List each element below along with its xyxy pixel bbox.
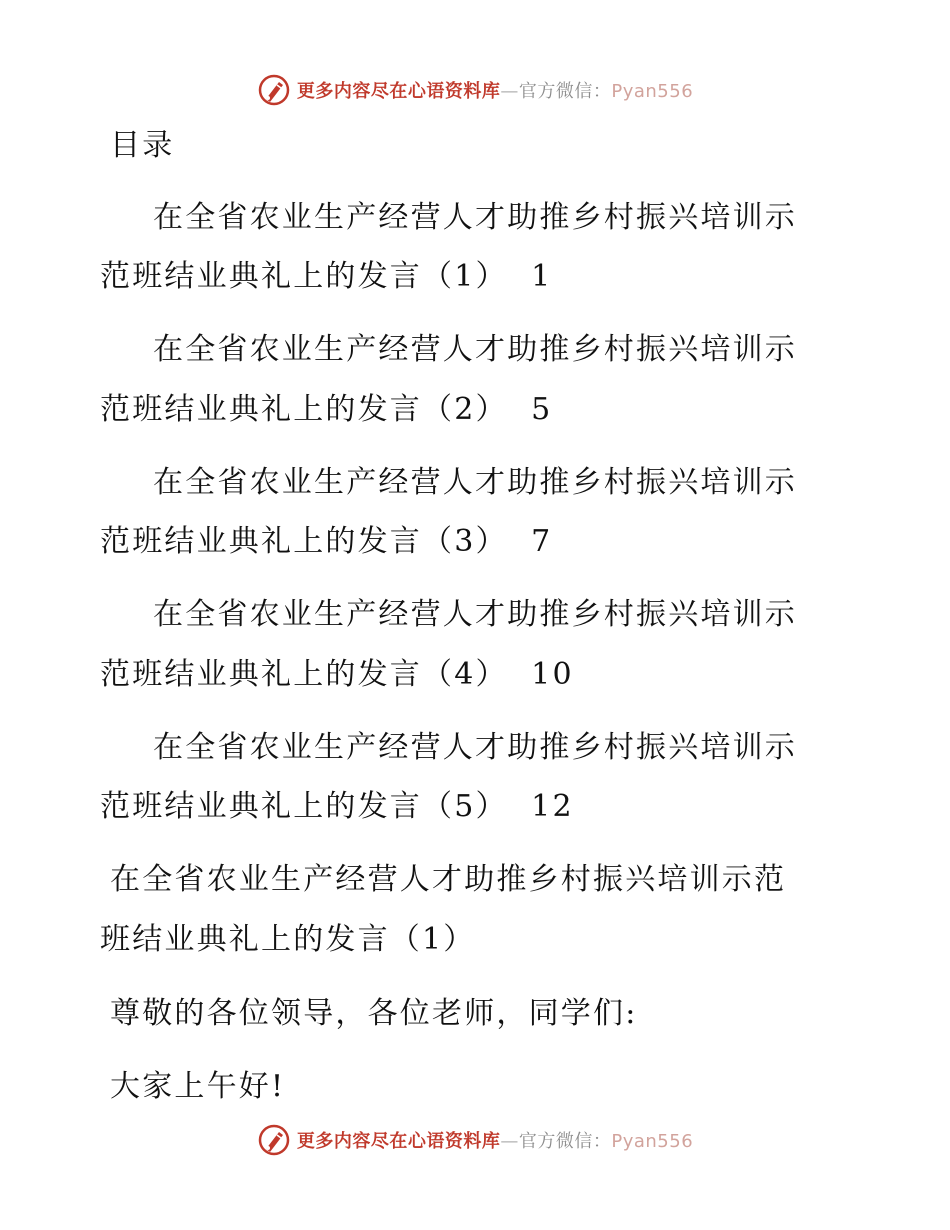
- toc-entry-1-line2: 范班结业典礼上的发言（1） 1: [100, 259, 553, 294]
- banner-wechat-id: Pyan556: [611, 81, 694, 102]
- toc-entry-page: 1: [531, 259, 553, 294]
- toc-entry-2-line2: 范班结业典礼上的发言（2） 5: [100, 392, 553, 427]
- toc-title: 目录: [110, 128, 175, 163]
- section-heading-line1: 在全省农业生产经营人才助推乡村振兴培训示范: [110, 862, 787, 897]
- salutation-text: 尊敬的各位领导，各位老师，同学们:: [110, 996, 638, 1031]
- banner-separator: —: [500, 81, 519, 102]
- banner-main-text: 更多内容尽在心语资料库: [296, 1131, 501, 1152]
- toc-entry-5-line1: 在全省农业生产经营人才助推乡村振兴培训示: [153, 730, 797, 765]
- toc-entry-2-line1: 在全省农业生产经营人才助推乡村振兴培训示: [153, 332, 797, 367]
- banner-wechat-label: 官方微信：: [518, 81, 612, 102]
- banner-separator: —: [500, 1131, 519, 1152]
- toc-entry-5-line2: 范班结业典礼上的发言（5） 12: [100, 789, 574, 824]
- banner-main-text: 更多内容尽在心语资料库: [296, 81, 501, 102]
- toc-entry-3-line1: 在全省农业生产经营人才助推乡村振兴培训示: [153, 465, 797, 500]
- toc-entry-1-line1: 在全省农业生产经营人才助推乡村振兴培训示: [153, 200, 797, 235]
- banner-wechat-label: 官方微信：: [518, 1131, 612, 1152]
- toc-entry-3-line2: 范班结业典礼上的发言（3） 7: [100, 524, 553, 559]
- banner-wechat-id: Pyan556: [611, 1131, 694, 1152]
- toc-entry-4-line1: 在全省农业生产经营人才助推乡村振兴培训示: [153, 597, 797, 632]
- section-heading-line2: 班结业典礼上的发言（1）: [100, 922, 476, 957]
- toc-entry-page: 7: [531, 524, 553, 559]
- toc-entry-page: 5: [531, 392, 553, 427]
- pen-logo-icon: [257, 1123, 291, 1157]
- footer-banner: [0, 1120, 950, 1160]
- toc-entry-page: 12: [531, 789, 574, 824]
- toc-entry-4-line2: 范班结业典礼上的发言（4） 10: [100, 657, 574, 692]
- toc-entry-page: 10: [531, 657, 574, 692]
- greeting-text: 大家上午好!: [110, 1069, 286, 1104]
